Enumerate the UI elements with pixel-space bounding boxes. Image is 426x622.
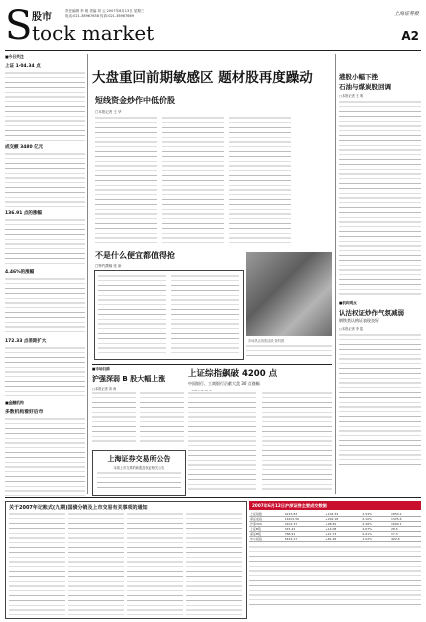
- trading-data-cell: 315.42: [284, 527, 324, 532]
- trading-data-cell: 1690.1: [390, 522, 421, 527]
- market-scan-body-1: [92, 391, 136, 445]
- trading-data-cell: 28.5: [390, 527, 421, 532]
- left-item-4-title: 4.46%的涨幅: [5, 270, 35, 275]
- right-headline-4: 钢铁类认购证表现良好: [339, 318, 379, 323]
- market-scan-body-2: [140, 391, 184, 445]
- trading-data-cell: 17.3: [390, 532, 421, 537]
- bottom-strip-rule: [5, 497, 421, 498]
- left-item-5-title: 172.33 点差距扩大: [5, 339, 47, 344]
- right-body-2: [339, 333, 421, 465]
- trading-data-cell: 768.91: [284, 532, 324, 537]
- trading-data-cell: 402.8: [390, 537, 421, 542]
- main-headline: 大盘重回前期敏感区 题材股再度躁动: [92, 70, 313, 86]
- left-body-4: [5, 277, 85, 335]
- masthead: [5, 4, 421, 50]
- left-body-2: [5, 152, 85, 207]
- left-body-1: [5, 71, 85, 141]
- trading-data-cell: 14201.56: [284, 517, 324, 522]
- exchange-notice-title: 上海证券交易所公告: [107, 455, 171, 463]
- bond-notice-col-2: [68, 512, 124, 616]
- main-subheadline: 短线资金炒作中低价股: [95, 96, 175, 105]
- market-scan-byline: □本报记者 刘 涛: [92, 387, 117, 391]
- center-story-title: 上证综指飙破 4200 点: [188, 369, 278, 379]
- trading-data-cell: +104.34: [324, 512, 361, 517]
- market-scan-tag: ■市场扫描: [92, 367, 110, 371]
- trading-data-cell: 上证指数: [249, 512, 284, 517]
- sub-story-byline: □特约撰稿 张 新: [95, 264, 122, 268]
- main-body-col-2: [162, 116, 224, 246]
- masthead-big-letter: S: [5, 3, 33, 49]
- center-story: [188, 367, 332, 493]
- left-section-label: ■今日关注: [5, 54, 24, 59]
- trading-data-cell: 4215.83: [284, 512, 324, 517]
- masthead-meta-2: 电话:021-38967658 传真:021-38967669: [65, 14, 134, 18]
- trading-data-title: 2007年6月12日沪深证券主要成交数据: [249, 501, 421, 510]
- left-body-3: [5, 218, 85, 266]
- left-item-3-title: 136.91 点的涨幅: [5, 211, 42, 216]
- left-bottom-heading: 多数机构看好后市: [5, 410, 44, 415]
- trading-data-cell: 2.46%: [361, 522, 390, 527]
- right-byline-2: □本报记者 李 铭: [339, 327, 364, 331]
- left-column: [5, 54, 85, 494]
- trading-data-cell: 1854.2: [390, 512, 421, 517]
- mid-section-rule: [92, 364, 332, 365]
- right-section-tag: ■机构观点: [339, 301, 357, 305]
- trading-data-cell: +81.26: [324, 537, 361, 542]
- right-headline-1: 港股小幅下挫: [339, 73, 378, 81]
- photo-caption: 市场热点再度活跃 资料图: [248, 339, 285, 343]
- sub-story-col-2: [171, 274, 239, 356]
- trading-data-cell: +21.73: [324, 532, 361, 537]
- page-number: A2: [401, 29, 419, 43]
- right-byline: □本报记者 王 明: [339, 94, 364, 98]
- sub-story-box: [94, 270, 244, 360]
- trading-data-cell: 5432.17: [284, 537, 324, 542]
- masthead-meta: 责任编辑 李 明 美编 刘 云 2007年6月13日 星期三: [65, 9, 145, 13]
- right-body-1: [339, 100, 421, 298]
- news-photo: [246, 252, 332, 336]
- trading-data-cell: 2.54%: [361, 512, 390, 517]
- paper-name: 上海证券报: [393, 11, 419, 17]
- trading-data-cell: 2.10%: [361, 517, 390, 522]
- trading-data-cell: 4102.37: [284, 522, 324, 527]
- main-byline: □本报记者 王 华: [95, 110, 122, 114]
- trading-data-notes: [249, 545, 421, 605]
- bond-notice-box: [5, 501, 247, 619]
- trading-data-table: [249, 512, 421, 542]
- market-scan-headline: 沪强深弱 B 股大幅上涨: [92, 375, 166, 383]
- left-item-1-title: 上证 1·04.34 点: [5, 64, 41, 69]
- sub-story-headline: 不是什么便宜都值得抢: [95, 251, 175, 260]
- main-body-col-3: [229, 116, 291, 246]
- trading-data-cell: 4.67%: [361, 527, 390, 532]
- center-story-col-2: [262, 391, 332, 491]
- left-item-2-title: 成交额 3480 亿元: [5, 145, 44, 150]
- masthead-title-en: tock market: [32, 21, 155, 45]
- left-column-divider: [87, 54, 88, 494]
- left-body-6: [5, 417, 85, 497]
- trading-data-cell: 上证B股: [249, 527, 284, 532]
- bond-notice-title: 关于2007年记账式(九期)国债分销及上市交易有关事项的通知: [9, 505, 148, 511]
- trading-data-panel: [249, 501, 421, 617]
- right-column: [339, 72, 421, 502]
- exchange-notice: [92, 450, 186, 496]
- trading-data-cell: 沪深300: [249, 522, 284, 527]
- trading-data-row: [249, 537, 421, 542]
- left-body-5: [5, 346, 85, 396]
- left-bottom-section: ■金融机构: [5, 400, 24, 405]
- trading-data-cell: 2.91%: [361, 532, 390, 537]
- trading-data-cell: +14.08: [324, 527, 361, 532]
- sub-story-col-1: [98, 274, 166, 356]
- bond-notice-col-1: [9, 512, 65, 616]
- right-headline-3: 认沽权证炒作气氛减弱: [339, 309, 404, 317]
- trading-data-cell: 1325.6: [390, 517, 421, 522]
- photo-side-text: [246, 344, 332, 358]
- bond-notice-col-3: [127, 512, 183, 616]
- exchange-notice-sub: 本周上市交易的新股及权证相关公告: [113, 466, 165, 470]
- trading-data-cell: 中小板指: [249, 537, 284, 542]
- main-body-col-1: [95, 116, 157, 246]
- exchange-notice-body: [97, 471, 181, 492]
- trading-data-cell: 深证成指: [249, 517, 284, 522]
- center-story-col-1: [188, 391, 256, 491]
- bond-notice-col-4: [186, 512, 242, 616]
- trading-data-cell: +292.18: [324, 517, 361, 522]
- trading-data-cell: 1.52%: [361, 537, 390, 542]
- masthead-title-cn: 股市: [32, 12, 52, 23]
- right-headline-2: 石油与煤炭股回调: [339, 83, 391, 91]
- trading-data-cell: 深证B股: [249, 532, 284, 537]
- trading-data-cell: +98.45: [324, 522, 361, 527]
- masthead-rule: [5, 50, 421, 51]
- right-column-divider: [335, 54, 336, 494]
- market-scan-block: [92, 367, 184, 447]
- center-story-sub: 中国银行、工商银行贡献大盘 30 点涨幅: [188, 381, 260, 386]
